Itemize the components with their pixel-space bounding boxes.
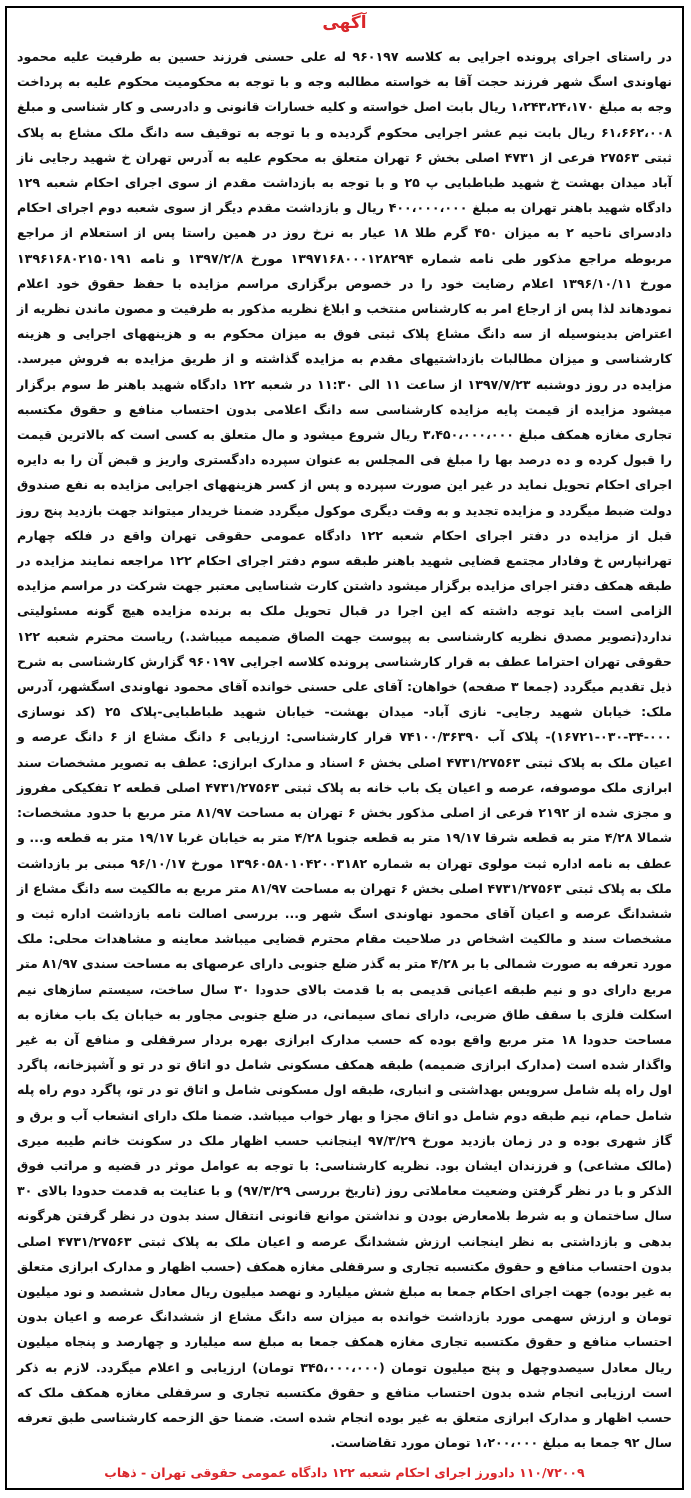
notice-title: آگهی (322, 13, 367, 33)
legal-notice (5, 6, 684, 1490)
notice-body: در راستای اجرای پرونده اجرایی به کلاسه ۹۶۰۱۹۷ له علی حسنی فرزند حسین به طرفیت علیه محمود نهاوندی اسگ شهر فرزند حجت آقا به خواسته مطالبه وجه و با توجه به محکومیت محکوم علیه به پرداخت وجه به مبلغ ۱،۲۴۳،۲۴،۱۷۰ ریال بابت اصل خواسته و کلیه خسارات قانونی و دادرسی و کار شناسی و مبلغ ۶۱،۶۶۲،۰۰۸ ریال بابت نیم عشر اجرایی محکوم گردیده و با توجه به توقیف سه دانگ ملک مشاع به پلاک ثبتی ۲۷۵۶۳ فرعی از ۴۷۳۱ اصلی بخش ۶ تهران متعلق به محکوم علیه به آدرس تهران خ شهید رجایی ناز آباد میدان بهشت خ شهید طباطبایی پ ۲۵ و با توجه به بازداشت مقدم از سوی اجرای احکام شعبه ۱۲۹ دادگاه شهید باهنر تهران به مبلغ ۴۰۰،۰۰۰،۰۰۰ ریال و بازداشت مقدم دیگر از سوی شعبه دوم اجرای احکام دادسرای ناحیه ۲ به میزان ۴۵۰ گرم طلا ۱۸ عیار به نرخ روز در همین راستا پس از استعلام از مراجع مربوطه مراجع مذکور طی نامه شماره ۱۳۹۷۱۶۸۰۰۰۱۲۸۲۹۴ مورخ ۱۳۹۷/۲/۸ و نامه ۱۳۹۶۱۶۸۰۲۱۵۰۱۹۱ مورخ ۱۳۹۶/۱۰/۱۱ اعلام رضایت خود را در خصوص برگزاری مراسم مزایده با حفظ حقوق خود اعلام نمودهاند لذا پس از ارجاع امر به کارشناس منتخب و ابلاغ نظریه مذکور به طرفیت و مصون ماندن نظریه از اعتراض بدینوسیله از سه دانگ مشاع پلاک ثبتی فوق به میزان محکوم به و هزینههای اجرایی و هزینه کارشناسی و میزان مطالبات بازداشتیهای مقدم به مزایده گذاشته و از طریق مزایده به فروش میرسد. مزایده در روز دوشنبه ۱۳۹۷/۷/۲۳ از ساعت ۱۱ الی ۱۱:۳۰ در شعبه ۱۲۲ دادگاه شهید باهنر ط سوم برگزار میشود مزایده از قیمت پایه مزایده کارشناسی سه دانگ اعلامی بدون احتساب منافع و حقوق مکتسبه تجاری مغازه همکف مبلغ ۳،۴۵۰،۰۰۰،۰۰۰ ریال شروع میشود و مال متعلق به کسی است که بالاترین قیمت را قبول کرده و ده درصد بها را مبلغ فی المجلس به عنوان سپرده دادگستری واریز و قبض آن را به دایره اجرای احکام تحویل نماید در غیر این صورت سپرده و پس از کسر هزینههای اجرایی مزایده به نفع صندوق دولت ضبط میگردد و مزایده تجدید و به وقت دیگری موکول میگردد ضمنا خریدار میتواند جهت بازدید پنج روز قبل از مزایده در دفتر اجرای احکام شعبه ۱۲۲ دادگاه عمومی حقوقی تهران واقع در فلکه چهارم تهرانپارس خ وفادار مجتمع قضایی شهید باهنر طبقه سوم دفتر اجرای احکام ۱۲۲ مراجعه نمایند مزایده در طبقه همکف دفتر اجرای مزایده برگزار میشود داشتن کارت شناسایی معتبر جهت شرکت در مراسم مزایده الزامی است باید توجه داشته که این اجرا در قبال تحویل ملک به برنده مزایده هیچ گونه مسئولیتی ندارد(تصویر مصدق نظریه کارشناسی به پیوست جهت الصاق ضمیمه میباشد.) ریاست محترم شعبه ۱۲۲ حقوقی تهران احتراما عطف به قرار کارشناسی پرونده کلاسه اجرایی ۹۶۰۱۹۷ گزارش کارشناسی به شرح ذیل تقدیم میگردد (جمعا ۳ صفحه) خواهان: آقای علی حسنی خوانده آقای محمود نهاوندی اسگشهر، آدرس ملک: خیابان شهید رجایی- نازی آباد- میدان بهشت- خیابان شهید طباطبایی-پلاک ۲۵ (کد نوسازی ۰۰۰-۳۴-۰۳۰-۱۶۷۲۱)- پلاک آب ۷۴۱۰۰/۳۶۳۹۰ قرار کارشناسی: ارزیابی ۶ دانگ مشاع از ۶ دانگ عرصه و اعیان ملک به پلاک ثبتی ۴۷۳۱/۲۷۵۶۳ اصلی بخش ۶ اسناد و مدارک ابرازی: عطف به تصویر مشخصات سند ابرازی ملک موصوفه، عرصه و اعیان یک باب خانه به پلاک ثبتی ۴۷۳۱/۲۷۵۶۳ اصلی قطعه ۲ تفکیکی مفروز و مجزی شده از ۲۱۹۲ فرعی از اصلی مذکور بخش ۶ تهران به مساحت ۸۱/۹۷ متر مربع با حدود مشخصات: شمالا ۴/۲۸ متر به قطعه شرقا ۱۹/۱۷ متر به قطعه جنوبا ۴/۲۸ متر به خیابان غربا ۱۹/۱۷ متر به قطعه و... و عطف به نامه اداره ثبت مولوی تهران به شماره ۱۳۹۶۰۵۸۰۱۰۴۲۰۰۳۱۸۲ مورخ ۹۶/۱۰/۱۷ مبنی بر بازداشت ملک به پلاک ثبتی ۴۷۳۱/۲۷۵۶۳ اصلی بخش ۶ تهران به مساحت ۸۱/۹۷ متر مربع به مالکیت سه دانگ مشاع از ششدانگ عرصه و اعیان آقای محمود نهاوندی اسگ شهر و... بررسی اصالت نامه بازداشت اداره ثبت و مشخصات سند و مالکیت اشخاص در صلاحیت مقام محترم قضایی میباشد معاینه و مشاهدات محلی: ملک مورد تعرفه به صورت شمالی با بر ۴/۲۸ متر به گذر ضلع جنوبی دارای عرصهای به مساحت سندی ۸۱/۹۷ متر مربع دارای دو و نیم طبقه اعیانی قدیمی به با قدمت بالای حدودا ۳۰ سال ساخت، سیستم سازهای نیم اسکلت فلزی با سقف طاق ضربی، دارای نمای سیمانی، در ضلع جنوبی مجاور به خیابان یک باب مغازه به مساحت حدودا ۱۸ متر مربع واقع بوده که حسب مدارک ابرازی بهره بردار سرقفلی و منافع آن به غیر واگذار شده است (مدارک ابرازی ضمیمه) طبقه همکف مسکونی شامل دو اتاق تو در تو و آشپزخانه، پاگرد اول راه پله شامل سرویس بهداشتی و انباری، طبقه اول مسکونی شامل و اتاق تو در تو، پاگرد دوم راه پله شامل حمام، نیم طبقه دوم شامل دو اتاق مجزا و بهار خواب میباشد. ضمنا ملک دارای انشعاب آب و برق و گاز شهری بوده و در زمان بازدید مورخ ۹۷/۳/۲۹ اینجانب حسب اظهار ملک در سکونت خانم طیبه میری (مالک مشاعی) و فرزندان ایشان بود. نظریه کارشناسی: با توجه به عوامل موثر در قضیه و مراتب فوق الذکر و با در نظر گرفتن وضعیت معاملاتی روز (تاریخ بررسی ۹۷/۳/۲۹) و با عنایت به قدمت حدودا بالای ۳۰ سال ساختمان و به شرط بلامعارض بودن و نداشتن موانع قانونی انتقال سند بدون در نظر گرفتن هرگونه بدهی و بازداشتی به نظر اینجانب ارزش ششدانگ عرصه و اعیان ملک به پلاک ثبتی ۴۷۳۱/۲۷۵۶۳ اصلی بدون احتساب منافع و حقوق مکتسبه تجاری و سرقفلی مغازه همکف (حسب اظهار و مدارک ابرازی متعلق به غیر بوده) جهت اجرای احکام جمعا به مبلغ شش میلیارد و نهصد میلیون ریال معادل ششصد و نود میلیون تومان و ارزش سهمی مورد بازداشت خوانده به میزان سه دانگ مشاع از ششدانگ عرصه و اعیان بدون احتساب منافع و حقوق مکتسبه تجاری مغازه همکف جمعا به مبلغ سه میلیارد و چهارصد و پنجاه میلیون ریال معادل سیصدوچهل و پنج میلیون تومان (۳۴۵،۰۰۰،۰۰۰ تومان) ارزیابی و اعلام میگردد. لازم به ذکر است ارزیابی انجام شده بدون احتساب منافع و حقوق مکتسبه تجاری و سرقفلی مغازه همکف ملک که حسب اظهار و مدارک ابرازی متعلق به غیر بوده انجام شده است. ضمنا حق الزحمه کارشناسی طبق تعرفه سال ۹۲ جمعا به مبلغ ۱،۲۰۰،۰۰۰ تومان مورد تقاضاست. (17, 49, 673, 1451)
notice-footer: ۱۱۰/۷۲۰۰۹ دادورز اجرای احکام شعبه ۱۲۲ دادگاه عمومی حقوقی تهران - ذهاب (104, 1465, 585, 1480)
